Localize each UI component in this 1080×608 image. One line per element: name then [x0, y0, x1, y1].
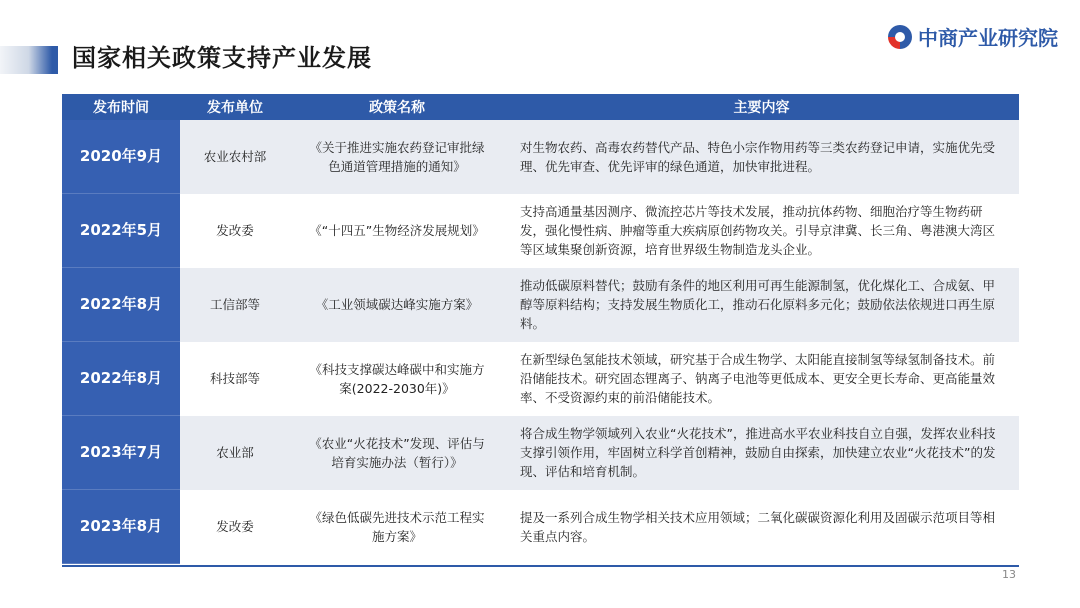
table-row — [62, 490, 1019, 564]
table-bottom-rule — [62, 565, 1019, 567]
cell-policy-name: 《“十四五”生物经济发展规划》 — [290, 194, 504, 268]
col-header-unit: 发布单位 — [180, 94, 290, 120]
cell-policy-name: 《绿色低碳先进技术示范工程实施方案》 — [290, 490, 504, 564]
cell-content: 对生物农药、高毒农药替代产品、特色小宗作物用药等三类农药登记申请，实施优先受理、优先审查、优先评审的绿色通道，加快审批进程。 — [504, 120, 1019, 194]
cell-unit: 工信部等 — [180, 268, 290, 342]
cell-date: 2023年7月 — [62, 416, 180, 490]
cell-unit: 农业部 — [180, 416, 290, 490]
cell-date: 2023年8月 — [62, 490, 180, 564]
cell-policy-name: 《科技支撑碳达峰碳中和实施方案(2022-2030年)》 — [290, 342, 504, 416]
cell-content: 支持高通量基因测序、微流控芯片等技术发展，推动抗体药物、细胞治疗等生物药研发，强化慢性病、肿瘤等重大疾病原创药物攻关。引导京津冀、长三角、粤港澳大湾区等区域集聚创新资源，培育世界级生物制造龙头企业。 — [504, 194, 1019, 268]
col-header-content: 主要内容 — [504, 94, 1019, 120]
table-row — [62, 120, 1019, 194]
policy-table — [62, 94, 1019, 564]
brand-logo-icon — [888, 25, 912, 49]
table-row — [62, 194, 1019, 268]
cell-policy-name: 《工业领域碳达峰实施方案》 — [290, 268, 504, 342]
cell-content: 推动低碳原料替代；鼓励有条件的地区利用可再生能源制氢，优化煤化工、合成氨、甲醇等原料结构；支持发展生物质化工，推动石化原料多元化；鼓励依法依规进口再生原料。 — [504, 268, 1019, 342]
brand-logo-text: 中商产业研究院 — [918, 26, 1058, 50]
page-number: 13 — [1002, 568, 1016, 581]
cell-policy-name: 《农业“火花技术”发现、评估与培育实施办法（暂行）》 — [290, 416, 504, 490]
cell-unit: 农业农村部 — [180, 120, 290, 194]
cell-date: 2022年5月 — [62, 194, 180, 268]
cell-content: 在新型绿色氢能技术领域，研究基于合成生物学、太阳能直接制氢等绿氢制备技术。前沿储能技术。研究固态锂离子、钠离子电池等更低成本、更安全更长寿命、更高能量效率、不受资源约束的前沿储能技术。 — [504, 342, 1019, 416]
title-decor-bar — [0, 46, 52, 74]
cell-unit: 科技部等 — [180, 342, 290, 416]
table-header-row — [62, 94, 1019, 120]
cell-policy-name: 《关于推进实施农药登记审批绿色通道管理措施的通知》 — [290, 120, 504, 194]
brand-logo — [888, 22, 1058, 51]
cell-unit: 发改委 — [180, 194, 290, 268]
title-accent-bar — [52, 46, 58, 74]
cell-content: 将合成生物学领域列入农业“火花技术”，推进高水平农业科技自立自强，发挥农业科技支撑引领作用，牢固树立科学首创精神，鼓励自由探索，加快建立农业“火花技术”的发现、评估和培育机制。 — [504, 416, 1019, 490]
cell-content: 提及一系列合成生物学相关技术应用领域；二氧化碳碳资源化利用及固碳示范项目等相关重点内容。 — [504, 490, 1019, 564]
page-title: 国家相关政策支持产业发展 — [72, 44, 372, 72]
table-row — [62, 416, 1019, 490]
col-header-name: 政策名称 — [290, 94, 504, 120]
cell-unit: 发改委 — [180, 490, 290, 564]
col-header-date: 发布时间 — [62, 94, 180, 120]
cell-date: 2022年8月 — [62, 342, 180, 416]
table-row — [62, 342, 1019, 416]
table-row — [62, 268, 1019, 342]
cell-date: 2020年9月 — [62, 120, 180, 194]
cell-date: 2022年8月 — [62, 268, 180, 342]
